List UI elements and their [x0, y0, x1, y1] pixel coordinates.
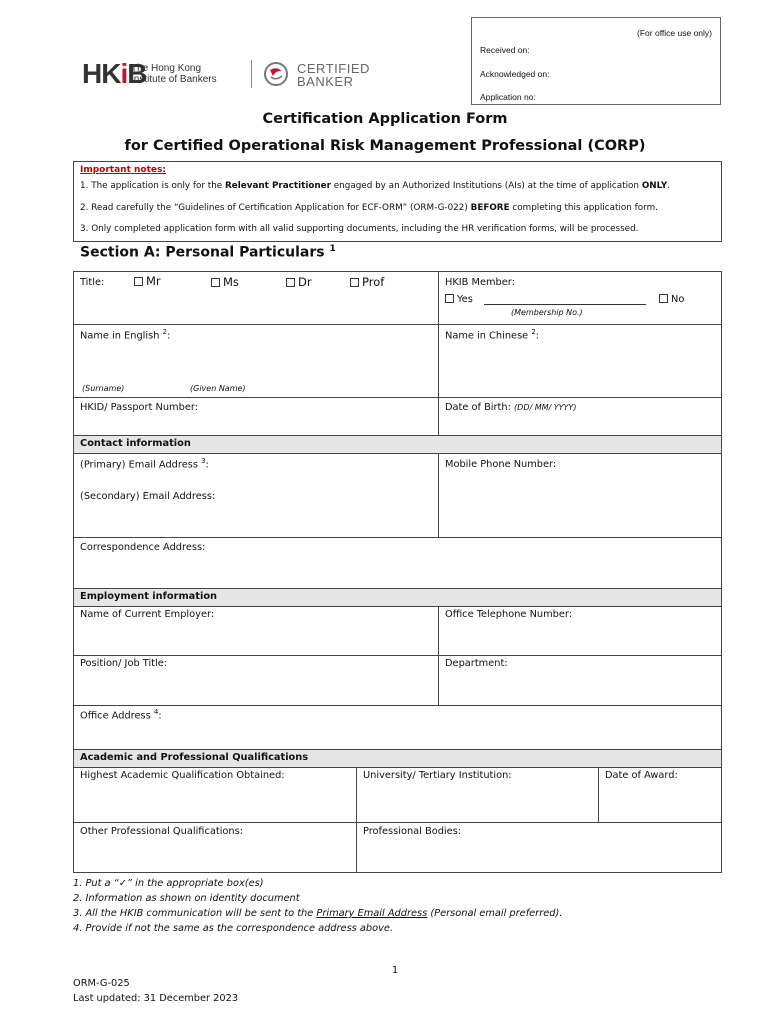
- membership-no-hint: (Membership No.): [511, 308, 583, 317]
- footnote-3: 3. All the HKIB communication will be sent to the Primary Email Address (Personal email preferred).: [73, 908, 563, 919]
- prof-bodies-cell[interactable]: [356, 822, 722, 873]
- position-cell[interactable]: [73, 655, 439, 706]
- department-label: Department:: [445, 658, 508, 669]
- correspondence-address-cell[interactable]: [73, 537, 722, 589]
- email-cell[interactable]: [73, 453, 439, 538]
- university-cell[interactable]: [356, 767, 599, 823]
- title-option-dr[interactable]: Dr: [286, 275, 312, 289]
- yes-checkbox[interactable]: [445, 294, 454, 303]
- certified-banker-logo: [297, 62, 370, 88]
- personal-particulars-form: [73, 271, 722, 873]
- correspondence-address-label: Correspondence Address:: [80, 542, 206, 553]
- hkid-cell[interactable]: [73, 397, 439, 436]
- institute-name: [131, 63, 217, 85]
- highest-qual-label: Highest Academic Qualification Obtained:: [80, 770, 285, 781]
- contact-info-header: Contact information: [73, 435, 722, 454]
- office-address-label: Office Address $^4$:: [80, 708, 162, 722]
- hkib-member-no[interactable]: No: [659, 294, 684, 305]
- date-award-label: Date of Award:: [605, 770, 678, 781]
- employer-label: Name of Current Employer:: [80, 609, 215, 620]
- highest-qual-cell[interactable]: [73, 767, 357, 823]
- other-qual-cell[interactable]: [73, 822, 357, 873]
- date-award-cell[interactable]: [598, 767, 722, 823]
- institute-line2: Institute of Bankers: [131, 74, 217, 85]
- position-label: Position/ Job Title:: [80, 658, 168, 669]
- doc-code: ORM-G-025: [73, 978, 130, 989]
- university-label: University/ Tertiary Institution:: [363, 770, 512, 781]
- mobile-label: Mobile Phone Number:: [445, 459, 557, 470]
- hkib-logo-i: i: [120, 58, 128, 89]
- hkib-member-label: HKIB Member:: [445, 277, 515, 288]
- academic-info-header: Academic and Professional Qualifications: [73, 749, 722, 768]
- hkib-member-yes[interactable]: Yes: [445, 294, 473, 305]
- office-use-box: [471, 17, 721, 105]
- received-on-label: Received on:: [480, 45, 530, 55]
- important-notes-box: [73, 161, 722, 242]
- department-cell[interactable]: [438, 655, 722, 706]
- name-english-cell[interactable]: [73, 324, 439, 398]
- cert-line1: CERTIFIED: [297, 61, 370, 76]
- cert-line2: BANKER: [297, 74, 354, 89]
- note-item-1: 1. The application is only for the Relevant Practitioner engaged by an Authorized Institutions (AIs) at the time of application ONLY.: [80, 181, 671, 191]
- surname-hint: (Surname): [82, 384, 125, 393]
- office-tel-cell[interactable]: [438, 606, 722, 656]
- mr-checkbox[interactable]: [134, 277, 143, 286]
- mobile-cell[interactable]: [438, 453, 722, 538]
- acknowledged-on-label: Acknowledged on:: [480, 69, 550, 79]
- important-notes-heading: Important notes:: [80, 165, 166, 175]
- note-item-2: 2. Read carefully the “Guidelines of Certification Application for ECF-ORM” (ORM-G-022) BEFORE completing this application form.: [80, 203, 658, 213]
- form-title: Certification Application Form: [262, 111, 508, 127]
- title-option-ms[interactable]: Ms: [211, 275, 239, 289]
- title-option-mr[interactable]: Mr: [134, 274, 161, 288]
- no-checkbox[interactable]: [659, 294, 668, 303]
- certified-banker-icon: [263, 61, 289, 87]
- prof-bodies-label: Professional Bodies:: [363, 826, 462, 837]
- employment-info-header: Employment information: [73, 588, 722, 607]
- dob-cell[interactable]: [438, 397, 722, 436]
- hkib-member-cell: [438, 271, 722, 325]
- hkid-label: HKID/ Passport Number:: [80, 402, 198, 413]
- page-number: 1: [391, 965, 399, 976]
- application-no-label: Application no:: [480, 92, 536, 102]
- dr-checkbox[interactable]: [286, 278, 295, 287]
- membership-no-field[interactable]: [484, 304, 646, 305]
- form-subtitle: for Certified Operational Risk Management Professional (CORP): [124, 138, 646, 154]
- title-label: Title:: [80, 277, 105, 288]
- footnote-1: 1. Put a “✓” in the appropriate box(es): [73, 878, 264, 889]
- ms-checkbox[interactable]: [211, 278, 220, 287]
- section-a-heading: Section A: Personal Particulars $^1$: [80, 244, 336, 261]
- office-tel-label: Office Telephone Number:: [445, 609, 573, 620]
- office-use-heading: (For office use only): [637, 28, 712, 38]
- logo-divider: [251, 60, 252, 88]
- name-chinese-label: Name in Chinese $^2$:: [445, 328, 540, 342]
- institute-line1: The Hong Kong: [131, 63, 202, 74]
- dob-label: Date of Birth: (DD/ MM/ YYYY): [445, 402, 577, 413]
- secondary-email-label: (Secondary) Email Address:: [80, 491, 216, 502]
- prof-checkbox[interactable]: [350, 278, 359, 287]
- name-english-label: Name in English $^2$:: [80, 328, 171, 342]
- footnote-4: 4. Provide if not the same as the correspondence address above.: [73, 923, 394, 934]
- title-cell: [73, 271, 439, 325]
- title-option-prof[interactable]: Prof: [350, 275, 384, 289]
- office-address-cell[interactable]: [73, 705, 722, 750]
- note-item-3: 3. Only completed application form with all valid supporting documents, including the HR verification forms, will be processed.: [80, 224, 639, 234]
- other-qual-label: Other Professional Qualifications:: [80, 826, 244, 837]
- primary-email-link: Primary Email Address: [316, 908, 428, 919]
- footnote-2: 2. Information as shown on identity document: [73, 893, 300, 904]
- given-name-hint: (Given Name): [190, 384, 246, 393]
- employer-cell[interactable]: [73, 606, 439, 656]
- hkib-logo: HKiB: [82, 58, 147, 89]
- name-chinese-cell[interactable]: [438, 324, 722, 398]
- last-updated: Last updated: 31 December 2023: [73, 993, 239, 1004]
- primary-email-label: (Primary) Email Address $^3$:: [80, 457, 209, 471]
